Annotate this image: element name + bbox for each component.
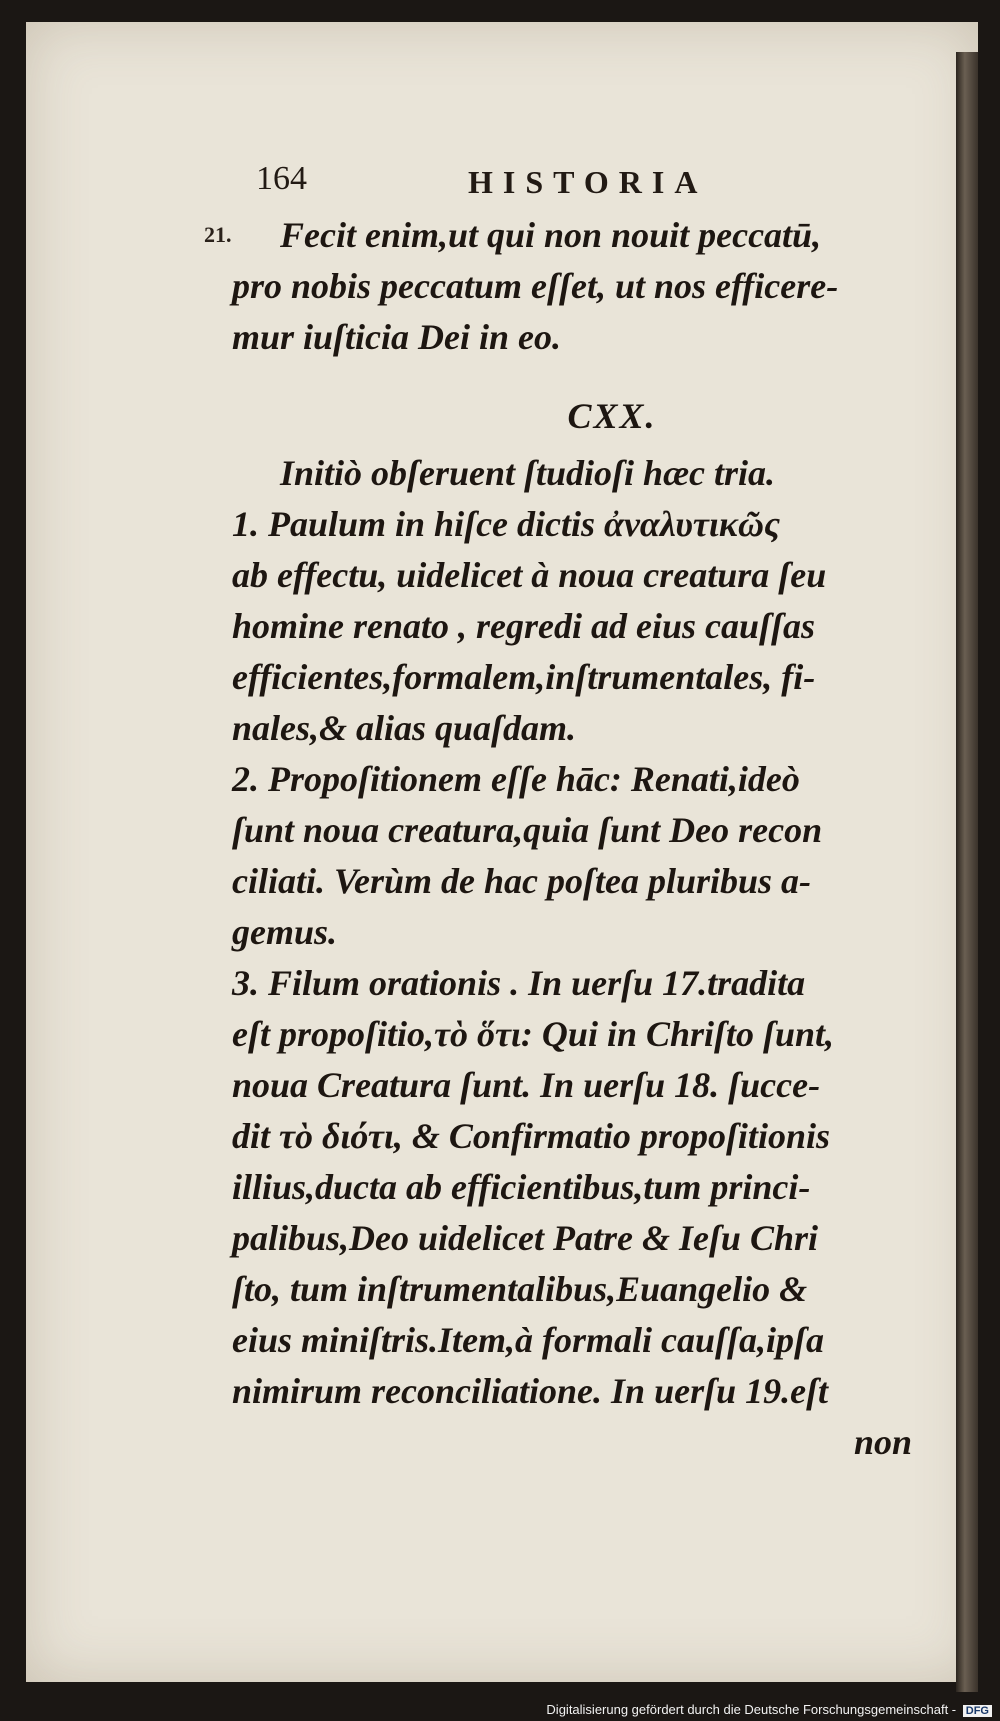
text-line: nales,& alias quaſdam. <box>232 708 577 748</box>
credit-text: Digitalisierung gefördert durch die Deutsche Forschungsgemeinschaft - <box>546 1702 957 1717</box>
text-line: Initiò obſeruent ſtudioſi hæc tria. <box>280 453 776 493</box>
text-line: 3. Filum orationis . In uerſu 17.tradita <box>232 963 806 1003</box>
catchword: non <box>853 1422 912 1462</box>
running-title: HISTORIA <box>468 164 708 200</box>
text-line: eſt propoſitio,τὸ ὅτι: Qui in Chriſto ſunt, <box>232 1014 835 1054</box>
text-line: ciliati. Verùm de hac poſtea pluribus a- <box>232 861 812 901</box>
text-line: noua Creatura ſunt. In uerſu 18. ſucce- <box>232 1065 821 1105</box>
page-edge <box>956 52 978 1692</box>
text-line: Fecit enim,ut qui non nouit peccatū, <box>280 215 822 255</box>
text-line: illius,ducta ab efficientibus,tum princi- <box>232 1167 811 1207</box>
text-line: 1. Paulum in hiſce dictis ἀναλυτικῶς <box>232 504 781 544</box>
text-line: dit τὸ διότι, & Confirmatio propoſitionis <box>232 1116 830 1156</box>
text-line: pro nobis peccatum eſſet, ut nos efficere- <box>232 266 839 306</box>
text-line: palibus,Deo uidelicet Patre & Ieſu Chri <box>232 1218 819 1258</box>
text-line: eius miniſtris.Item,à formali cauſſa,ipſa <box>232 1320 825 1360</box>
text-line: ſto, tum inſtrumentalibus,Euangelio & <box>232 1269 808 1309</box>
text-line: efficientes,formalem,inſtrumentales, fi- <box>232 657 816 697</box>
text-line: nimirum reconciliatione. In uerſu 19.eſt <box>232 1371 829 1411</box>
text-line: 2. Propoſitionem eſſe hāc: Renati,ideò <box>232 759 800 799</box>
text-line: homine renato , regredi ad eius cauſſas <box>232 606 816 646</box>
margin-verse-number: 21. <box>204 222 232 247</box>
text-line: ſunt noua creatura,quia ſunt Deo recon <box>232 810 823 850</box>
body-text <box>232 210 952 1468</box>
dfg-logo: DFG <box>963 1705 992 1717</box>
section-heading: CXX. <box>567 396 657 436</box>
page-header <box>256 160 916 210</box>
text-line: mur iuſticia Dei in eo. <box>232 317 562 357</box>
text-line: gemus. <box>232 912 338 952</box>
digitization-credit <box>546 1702 992 1717</box>
page-number: 164 <box>256 160 307 197</box>
text-line: ab effectu, uidelicet à noua creatura ſeu <box>232 555 827 595</box>
